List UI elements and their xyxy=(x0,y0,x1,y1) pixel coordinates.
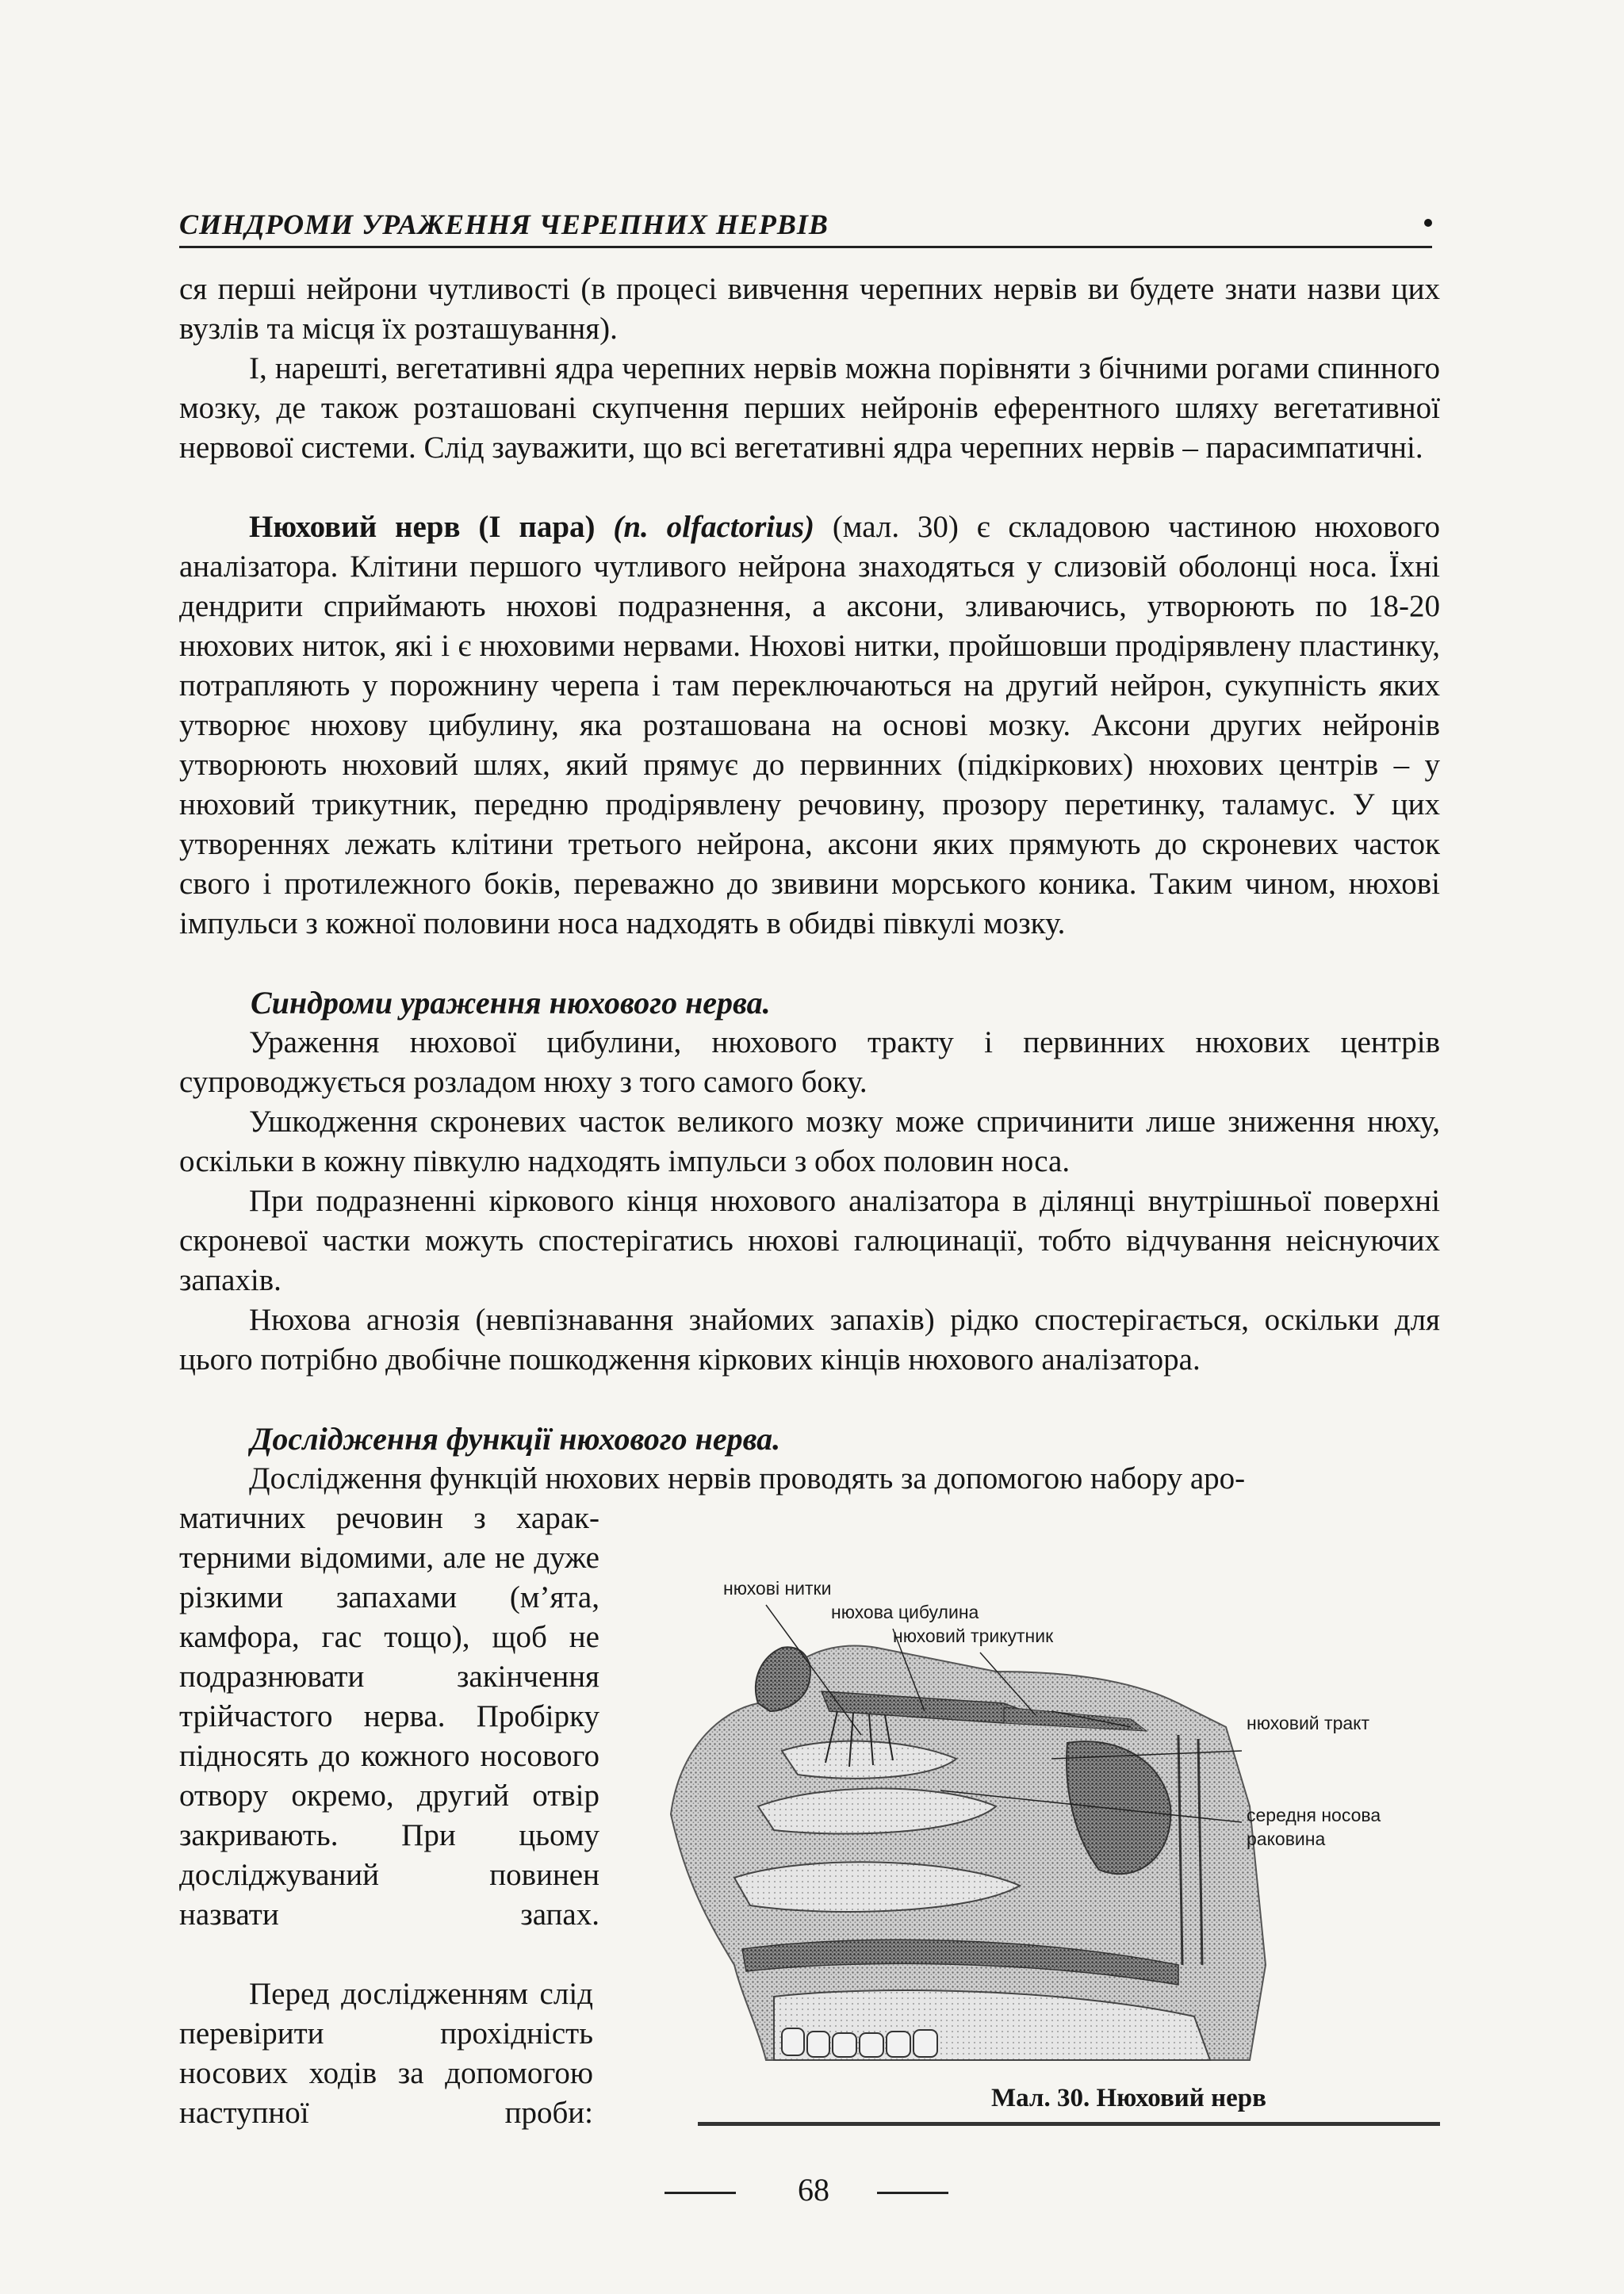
page-footer xyxy=(665,2171,982,2219)
label-olfactory-filaments: нюхові нитки xyxy=(723,1578,832,1599)
caption-rule xyxy=(698,2122,1440,2126)
header-rule xyxy=(179,246,1432,248)
paragraph-9: Перед дослідженням слід перевірити прохідність носових ходів за допомогою наступної проби: xyxy=(179,1977,593,2130)
olfactory-nerve-text: (мал. 30) є складовою частиною нюхового аналізатора. Клітини першого чутливого нейрона знаходяться у слизовій оболонці носа. Їхні дендрити сприймають нюхові подразнення, а аксони, зливаючись, утворюють по 18-20 нюхових ниток, які і є нюховими нервами. Нюхові нитки, пройшовши продірявлену пластинку, потрапляють у порожнину черепа і там переключаються на другий нейрон, сукупність яких утворює нюхову цибулину, яка розташована на основі мозку. Аксони других нейронів утворюють нюховий шлях, який прямує до первинних (підкіркових) нюхових центрів – у нюховий трикутник, передню продірявлену речовину, прозору перетинку, таламус. У цих утвореннях лежать клітини третього нейрона, аксони яких прямують до скроневих часток свого і протилежного боків, переважно до звивини морського коника. Таким чином, нюхові імпульси з кожної половини носа надходять в обидві півкулі мозку. xyxy=(179,510,1440,940)
figure-caption: Мал. 30. Нюховий нерв xyxy=(991,2084,1266,2112)
subheading-lesion-syndromes: Синдроми ураження нюхового нерва. xyxy=(251,985,771,1021)
paragraph-5: Ушкодження скроневих часток великого мозку може спричинити лише зниження нюху, оскільки в кожну півкулю надходять імпульси з обох половин носа. xyxy=(179,1105,1440,1178)
label-olfactory-bulb: нюхова цибулина xyxy=(831,1602,979,1622)
page-number: 68 xyxy=(798,2172,829,2208)
label-middle-concha: середня носова раковина xyxy=(1247,1805,1381,1849)
paragraph-olfactory-nerve xyxy=(179,507,1440,944)
header-bullet xyxy=(1424,219,1432,227)
figure-olfactory-nerve xyxy=(623,1553,1440,2108)
running-header xyxy=(179,208,1432,246)
paragraph-1: ся перші нейрони чутливості (в процесі вивчення черепних нервів ви будете знати назви цих вузлів та місця їх розташування). xyxy=(179,272,1440,346)
olfactory-nerve-heading: Нюховий нерв (І пара) xyxy=(249,510,596,544)
footer-line-right xyxy=(877,2192,948,2194)
label-olfactory-tract: нюховий тракт xyxy=(1247,1713,1370,1733)
paragraph-8-wrapped: матичних речовин з характерними відомими, але не дуже різкими запахами (м’ята, камфора, гас тощо), щоб не подразнювати закінчення трійчастого нерва. Пробірку підносять до кожного носового отвору окремо, другий отвір закривають. При цьому досліджуваний повинен назвати запах. xyxy=(179,1501,599,1932)
paragraph-4: Ураження нюхової цибулини, нюхового тракту і первинних нюхових центрів супроводжується розладом нюху з того самого боку. xyxy=(179,1025,1440,1099)
footer-line-left xyxy=(665,2192,736,2194)
olfactory-nerve-latin: (n. olfactorius) xyxy=(613,510,814,544)
paragraph-7: Нюхова агнозія (невпізнавання знайомих запахів) рідко спостерігається, оскільки для цього потрібно двобічне пошкодження кіркових кінців нюхового аналізатора. xyxy=(179,1303,1440,1377)
running-title: СИНДРОМИ УРАЖЕННЯ ЧЕРЕПНИХ НЕРВІВ xyxy=(179,209,829,240)
subheading-function-testing: Дослідження функції нюхового нерва. xyxy=(251,1421,781,1457)
paragraph-8-line-1: Дослідження функцій нюхових нервів проводять за допомогою набору аро- xyxy=(249,1461,1246,1496)
paragraph-2: І, нарешті, вегетативні ядра черепних нервів можна порівняти з бічними рогами спинного мозку, де також розташовані скупчення перших нейронів еферентного шляху вегетативної нервової системи. Слід зауважити, що всі вегетативні ядра черепних нервів – парасимпатичні. xyxy=(179,351,1440,465)
label-olfactory-triangle: нюховий трикутник xyxy=(893,1626,1054,1646)
paragraph-6: При подразненні кіркового кінця нюхового аналізатора в ділянці внутрішньої поверхні скроневої частки можуть спостерігатись нюхові галюцинації, тобто відчування неіснуючих запахів. xyxy=(179,1184,1440,1297)
